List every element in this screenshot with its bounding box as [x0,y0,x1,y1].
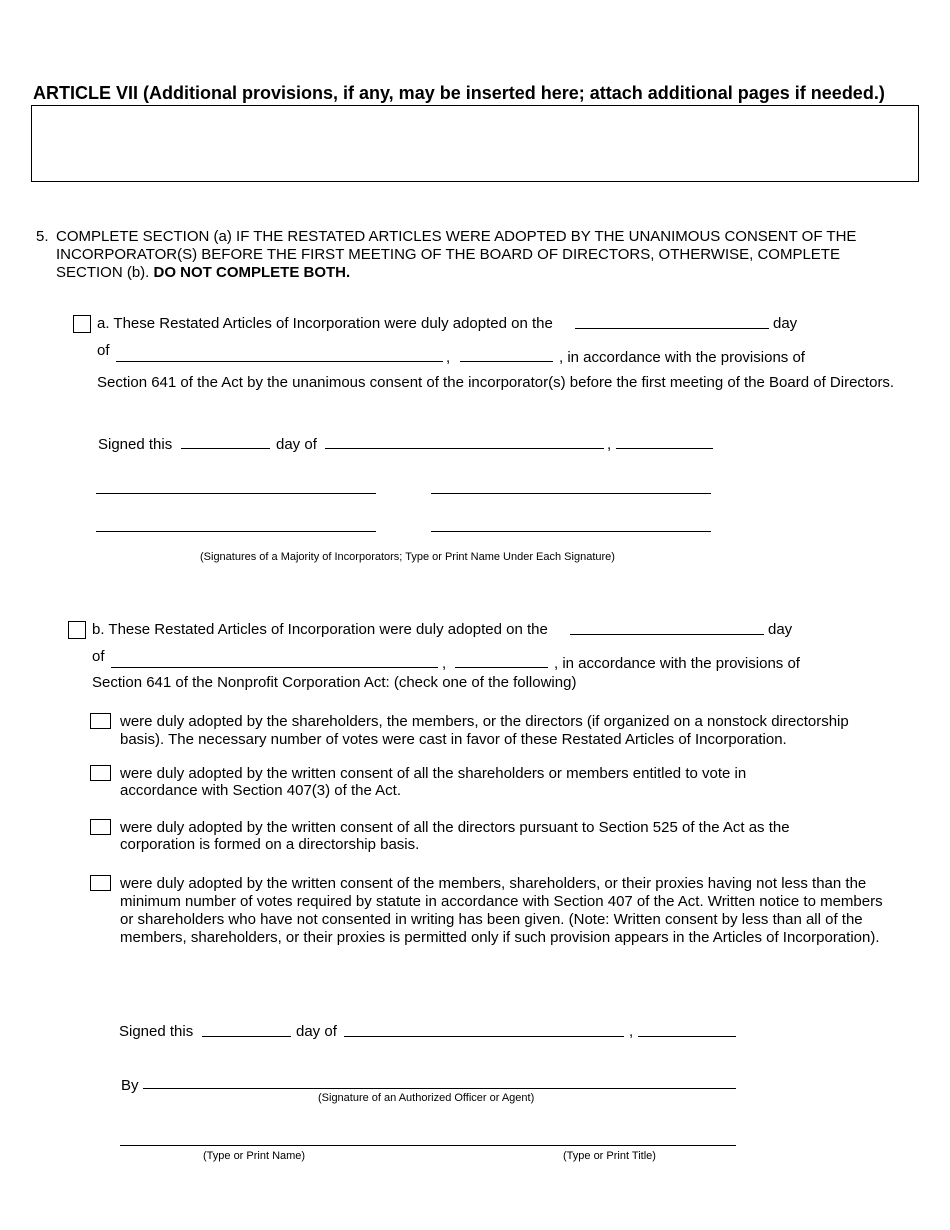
incorporator-signature-field-2[interactable] [431,493,711,494]
option-1-line-2: basis). The necessary number of votes were cast in favor of these Restated Articles of Incorporation. [120,731,787,748]
section-b-day-label: day [768,621,793,638]
section-b-label: b. These Restated Articles of Incorporation were duly adopted on the [92,621,548,638]
section-a-signed-month-field[interactable] [325,448,604,449]
section-a-comma: , [446,349,451,366]
section-a-of-label: of [97,342,110,359]
option-1-checkbox[interactable] [90,713,111,729]
section-b-signed-this-label: Signed this [119,1023,194,1040]
section-b-comma: , [442,655,447,672]
print-title-caption: (Type or Print Title) [563,1150,656,1162]
item-5-warning: DO NOT COMPLETE BOTH. [153,264,351,281]
section-a-signed-day-field[interactable] [181,448,270,449]
option-4-line-4: members, shareholders, or their proxies is permitted only if such provision appears in the Articles of Incorporation). [120,929,880,946]
section-b-checkbox[interactable] [68,621,86,639]
item-5-line-2: INCORPORATOR(S) BEFORE THE FIRST MEETING OF THE BOARD OF DIRECTORS, OTHERWISE, COMPLETE [56,246,840,263]
option-4-line-3: or shareholders who have not consented in writing has been given. (Note: Written consent by less than all of the [120,911,863,928]
section-b-signed-year-field[interactable] [638,1036,736,1037]
authorized-officer-signature-field[interactable] [143,1088,736,1089]
option-4-line-2: minimum number of votes required by statute in accordance with Section 407 of the Act. Written notice to members [120,893,883,910]
section-b-adopted-day-field[interactable] [570,634,764,635]
option-2-line-1: were duly adopted by the written consent of all the shareholders or members entitled to vote in [120,765,747,782]
option-3-checkbox[interactable] [90,819,111,835]
option-3-line-2: corporation is formed on a directorship basis. [120,836,420,853]
section-b-signed-month-field[interactable] [344,1036,624,1037]
section-b-accordance-text: , in accordance with the provisions of [554,655,800,672]
option-4-line-1: were duly adopted by the written consent of the members, shareholders, or their proxies having not less than the [120,875,867,892]
option-2-line-2: accordance with Section 407(3) of the Act. [120,782,401,799]
article-vii-title: ARTICLE VII (Additional provisions, if any, may be inserted here; attach additional pages if needed.) [33,83,885,103]
incorporator-signature-field-3[interactable] [96,531,376,532]
section-a-adopted-day-field[interactable] [575,328,769,329]
item-5-line-1: COMPLETE SECTION (a) IF THE RESTATED ARTICLES WERE ADOPTED BY THE UNANIMOUS CONSENT OF THE [56,228,857,245]
section-a-adopted-month-field[interactable] [116,361,443,362]
item-5-number: 5. [36,228,49,245]
by-label: By [121,1077,139,1094]
section-a-checkbox[interactable] [73,315,91,333]
item-5-line-3-text: SECTION (b). [56,264,154,281]
section-a-statement: Section 641 of the Act by the unanimous consent of the incorporator(s) before the first meeting of the Board of Directors. [97,374,895,391]
section-a-label: a. These Restated Articles of Incorporation were duly adopted on the [97,315,553,332]
section-b-adopted-month-field[interactable] [111,667,438,668]
section-a-accordance-text: , in accordance with the provisions of [559,349,805,366]
section-b-signed-day-field[interactable] [202,1036,291,1037]
section-b-of-label: of [92,648,105,665]
section-a-adopted-year-field[interactable] [460,361,553,362]
option-1-line-1: were duly adopted by the shareholders, the members, or the directors (if organized on a nonstock directorship [120,713,849,730]
section-a-signed-year-field[interactable] [616,448,713,449]
section-a-day-of-label: day of [276,436,317,453]
section-b-statement: Section 641 of the Nonprofit Corporation Act: (check one of the following) [92,674,577,691]
item-5-line-3 [56,264,350,282]
incorporators-signature-caption: (Signatures of a Majority of Incorporators; Type or Print Name Under Each Signature) [200,551,615,563]
section-b-day-of-label: day of [296,1023,337,1040]
option-2-checkbox[interactable] [90,765,111,781]
section-b-signed-comma: , [629,1023,634,1040]
incorporator-signature-field-4[interactable] [431,531,711,532]
incorporator-signature-field-1[interactable] [96,493,376,494]
name-title-field[interactable] [120,1145,736,1146]
print-name-caption: (Type or Print Name) [203,1150,306,1162]
section-a-signed-this-label: Signed this [98,436,173,453]
authorized-officer-caption: (Signature of an Authorized Officer or Agent) [318,1092,535,1104]
option-3-line-1: were duly adopted by the written consent of all the directors pursuant to Section 525 of the Act as the [120,819,790,836]
article-vii-textbox[interactable] [31,105,919,182]
section-a-day-label: day [773,315,798,332]
option-4-checkbox[interactable] [90,875,111,891]
section-b-adopted-year-field[interactable] [455,667,548,668]
section-a-signed-comma: , [607,436,612,453]
